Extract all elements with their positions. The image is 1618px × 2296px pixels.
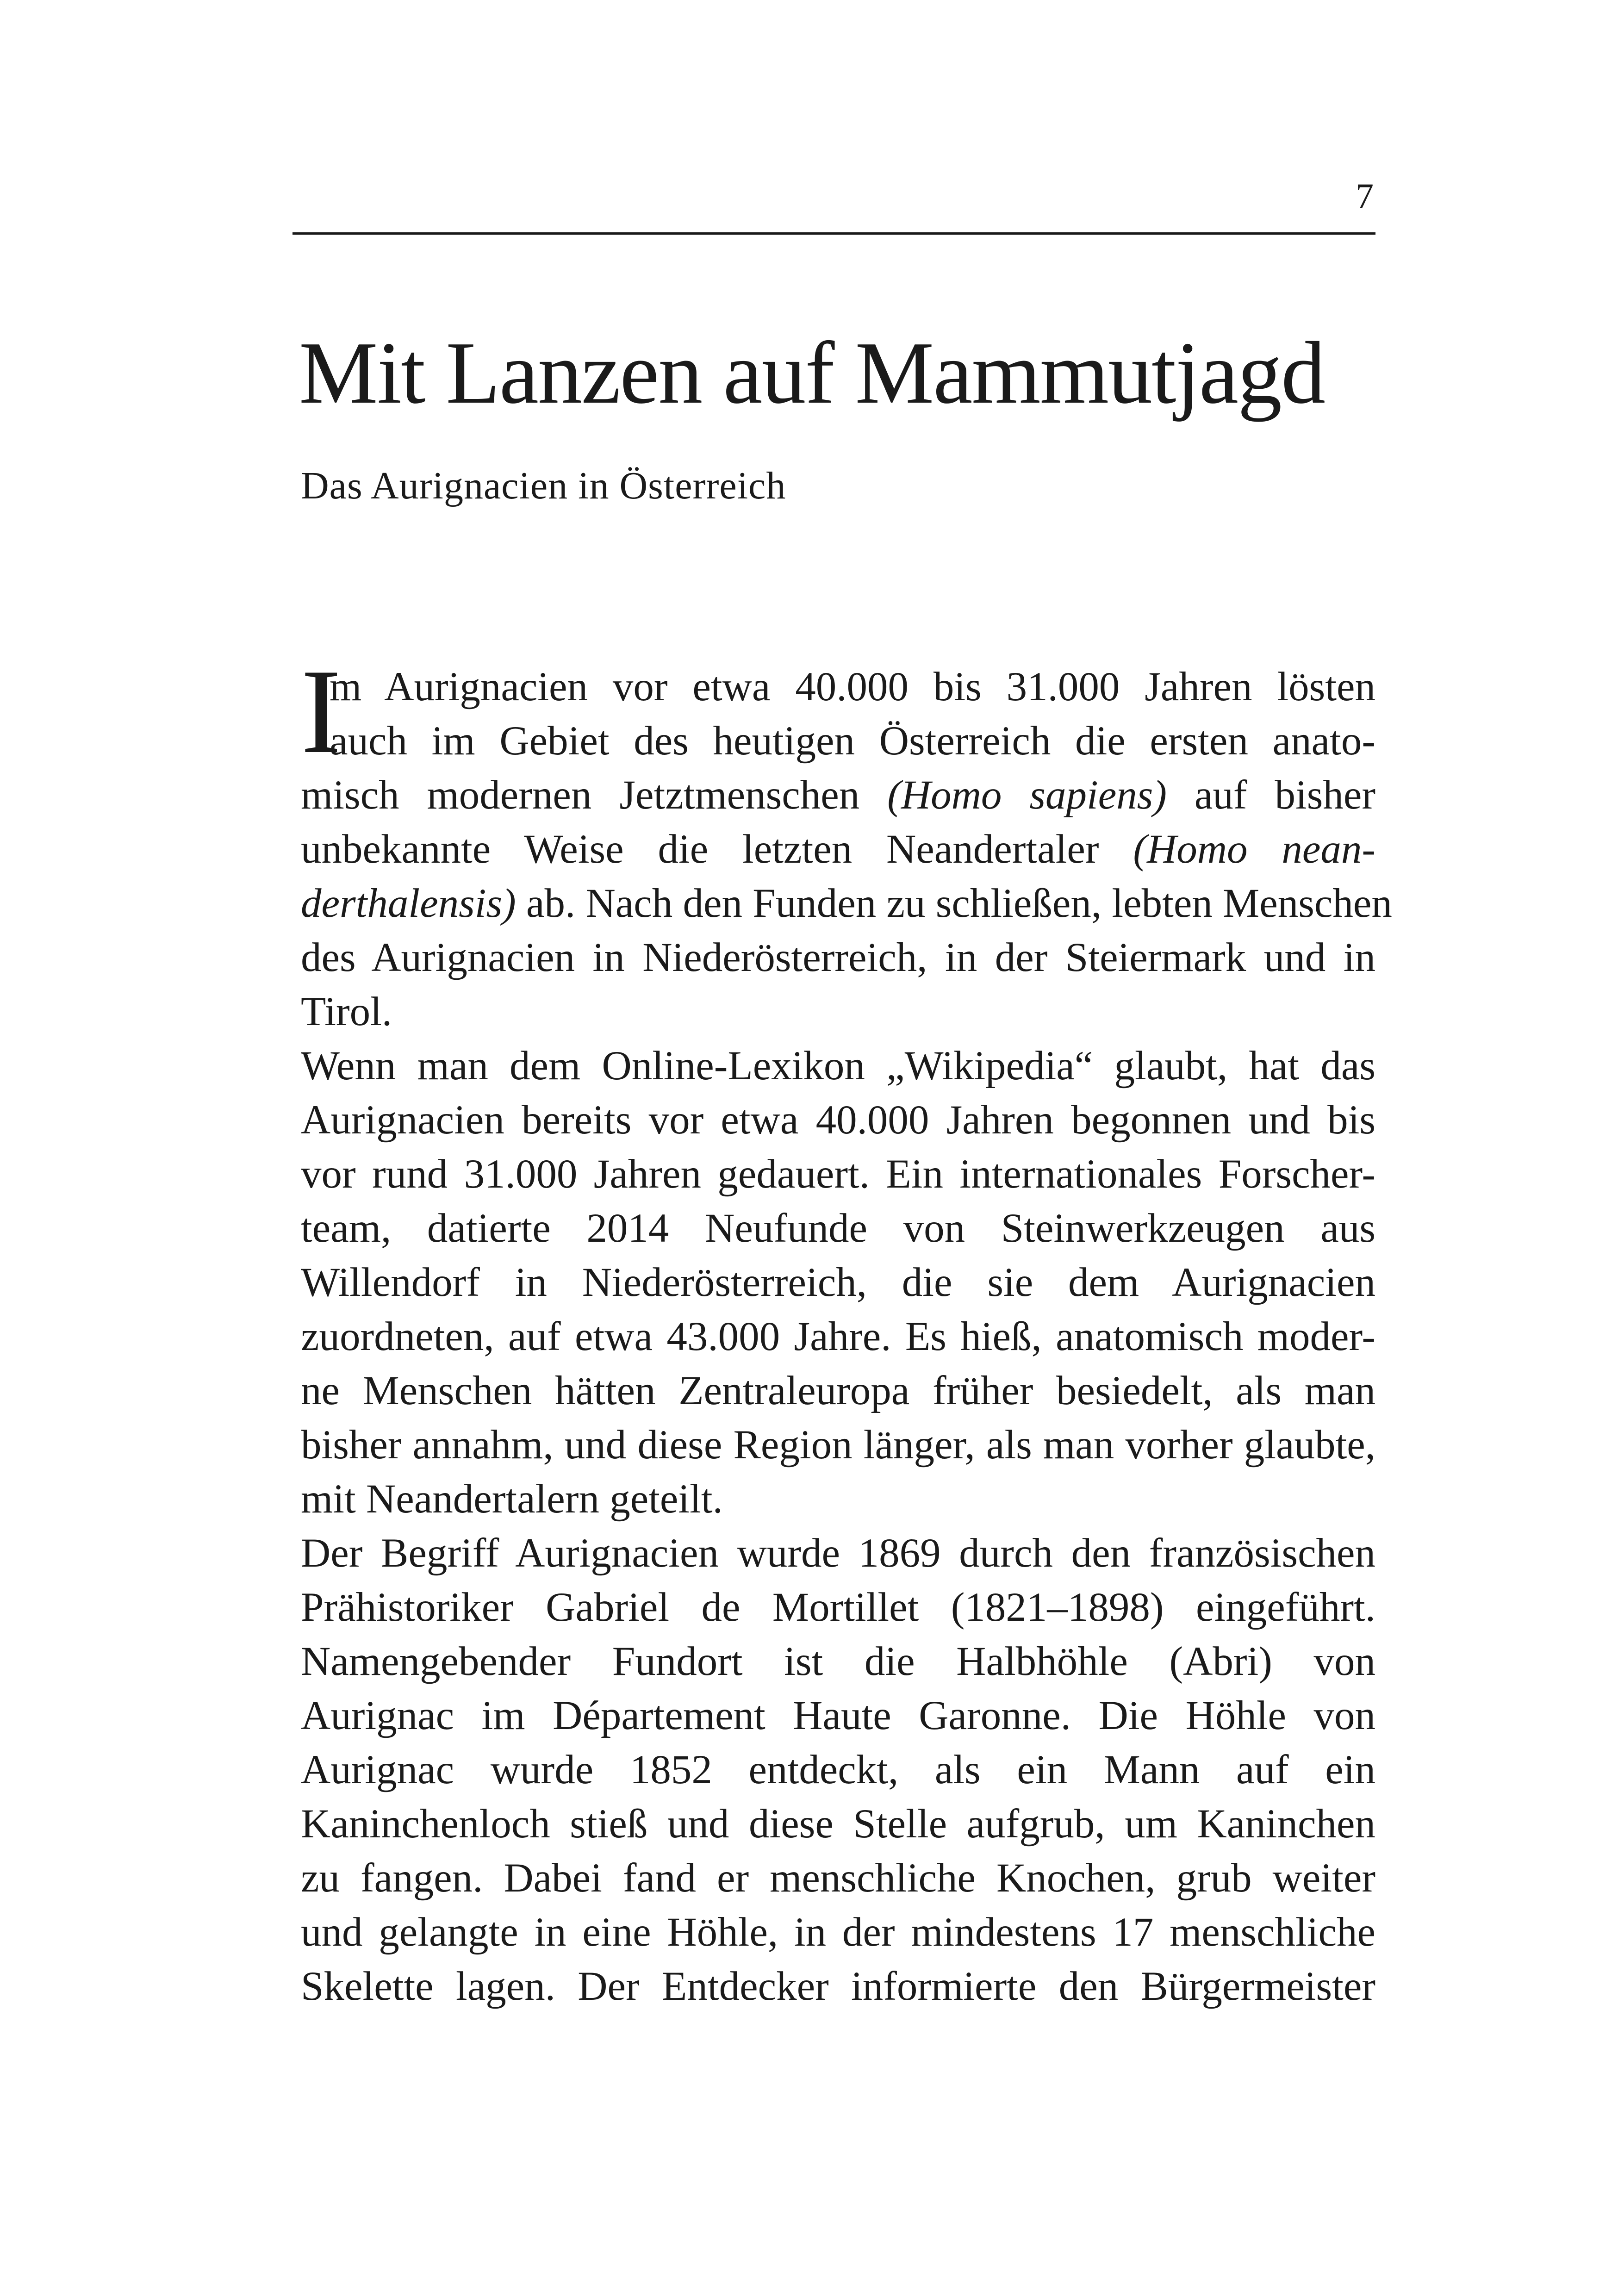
text-line: und gelangte in eine Höhle, in der mindestens 17 menschliche: [301, 1910, 1375, 1955]
page-number: 7: [1356, 176, 1374, 216]
text-line: mit Neandertalern geteilt.: [301, 1476, 723, 1522]
text-line: unbekannte Weise die letzten Neandertaler (Homo nean-: [301, 827, 1375, 872]
italic-term: (Homo nean-: [1133, 827, 1375, 872]
text-line: des Aurignacien in Niederösterreich, in der Steiermark und in: [301, 935, 1375, 980]
text-line: zuordneten, auf etwa 43.000 Jahre. Es hieß, anatomisch moder-: [301, 1314, 1375, 1359]
text-line: Aurignac im Département Haute Garonne. Die Höhle von: [301, 1693, 1375, 1738]
text-line: Wenn man dem Online-Lexikon „Wikipedia“ glaubt, hat das: [301, 1043, 1375, 1089]
text-line: Aurignac wurde 1852 entdeckt, als ein Mann auf ein: [301, 1747, 1375, 1792]
body-text: [301, 660, 1392, 2014]
drop-cap: I: [301, 662, 342, 766]
header-rule: [292, 232, 1375, 235]
text-line: team, datierte 2014 Neufunde von Steinwerkzeugen aus: [301, 1206, 1375, 1251]
text-line: Namengebender Fundort ist die Halbhöhle (Abri) von: [301, 1639, 1375, 1684]
text-line: Tirol.: [301, 989, 392, 1034]
text-line: Prähistoriker Gabriel de Mortillet (1821–1898) eingeführt.: [301, 1585, 1375, 1630]
chapter-title: Mit Lanzen auf Mammutjagd: [299, 324, 1325, 422]
text-line: derthalensis) ab. Nach den Funden zu schließen, lebten Menschen: [301, 881, 1392, 926]
text-line: misch modernen Jetztmenschen (Homo sapiens) auf bisher: [301, 772, 1375, 818]
text-line: bisher annahm, und diese Region länger, als man vorher glaubte,: [301, 1422, 1375, 1468]
text-line: Kaninchenloch stieß und diese Stelle aufgrub, um Kaninchen: [301, 1801, 1375, 1847]
italic-term: (Homo sapiens): [887, 772, 1167, 818]
italic-term: derthalensis): [301, 881, 516, 926]
text-line: Skelette lagen. Der Entdecker informierte den Bürgermeister: [301, 1964, 1375, 2009]
text-line: Willendorf in Niederösterreich, die sie dem Aurignacien: [301, 1260, 1375, 1305]
text-line: ne Menschen hätten Zentraleuropa früher besiedelt, als man: [301, 1368, 1375, 1413]
text-line: Der Begriff Aurignacien wurde 1869 durch den französischen: [301, 1531, 1375, 1576]
chapter-subtitle: Das Aurignacien in Österreich: [301, 464, 786, 507]
paragraph-2: [301, 1039, 1375, 1526]
paragraph-1: [301, 660, 1392, 1039]
text-line: vor rund 31.000 Jahren gedauert. Ein internationales Forscher-: [301, 1151, 1375, 1197]
paragraph-3: [301, 1526, 1375, 2014]
text-line: Aurignacien bereits vor etwa 40.000 Jahren begonnen und bis: [301, 1097, 1375, 1143]
text-line: zu fangen. Dabei fand er menschliche Knochen, grub weiter: [301, 1855, 1375, 1901]
text-line: auch im Gebiet des heutigen Österreich die ersten anato-: [330, 718, 1375, 764]
text-line: m Aurignacien vor etwa 40.000 bis 31.000 Jahren lösten: [330, 664, 1375, 709]
